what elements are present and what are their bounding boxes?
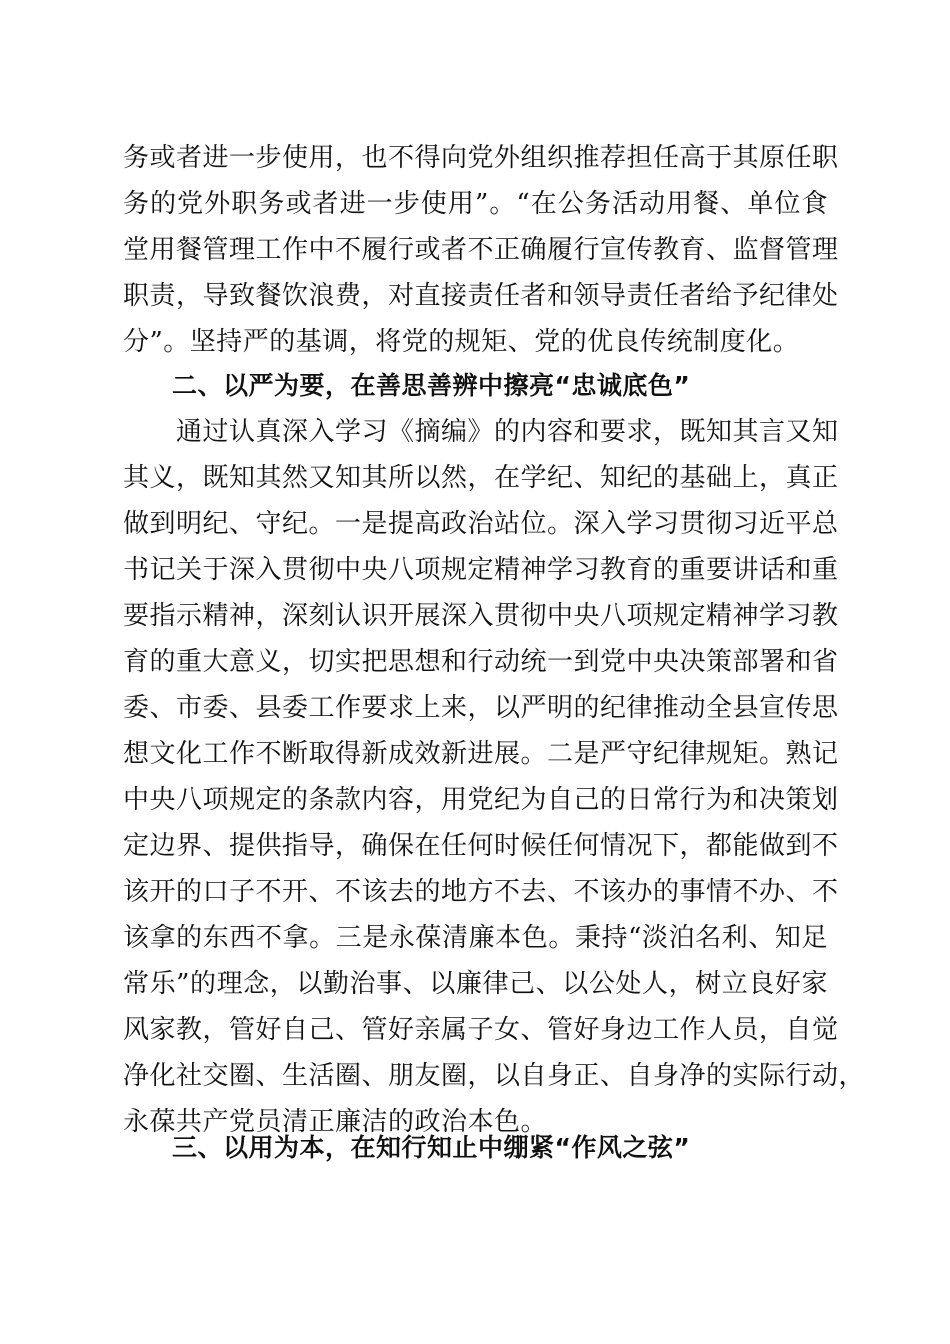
paragraph-section-2 — [123, 409, 866, 1145]
text-line: 该拿的东西不拿。三是永葆清廉本色。秉持“淡泊名利、知足 — [123, 923, 828, 953]
text-line: 育的重大意义，切实把思想和行动统一到党中央决策部署和省 — [123, 647, 839, 677]
text-line: 务或者进一步使用，也不得向党外组织推荐担任高于其原任职 — [123, 143, 839, 173]
text-line: 风家教，管好自己、管好亲属子女、管好身边工作人员，自觉 — [123, 1015, 839, 1045]
section-heading-3: 三、以用为本，在知行知止中绷紧“作风之弦” — [172, 1133, 691, 1162]
paragraph-continued — [123, 135, 839, 365]
text-line: 书记关于深入贯彻中央八项规定精神学习教育的重要讲话和重 — [123, 555, 839, 585]
text-line: 通过认真深入学习《摘编》的内容和要求，既知其言又知 — [123, 417, 839, 447]
text-line: 职责，导致餐饮浪费，对直接责任者和领导责任者给予纪律处 — [123, 281, 839, 311]
text-line: 常乐”的理念，以勤治事、以廉律己、以公处人，树立良好家 — [123, 969, 828, 999]
text-line: 要指示精神，深刻认识开展深入贯彻中央八项规定精神学习教 — [123, 601, 839, 631]
text-line: 净化社交圈、生活圈、朋友圈，以自身正、自身净的实际行动， — [123, 1061, 866, 1091]
text-line: 分”。坚持严的基调，将党的规矩、党的优良传统制度化。 — [123, 327, 800, 357]
text-line: 堂用餐管理工作中不履行或者不正确履行宣传教育、监督管理 — [123, 235, 839, 265]
text-line: 该开的口子不开、不该去的地方不去、不该办的事情不办、不 — [123, 877, 839, 907]
text-line: 做到明纪、守纪。一是提高政治站位。深入学习贯彻习近平总 — [123, 509, 839, 539]
section-heading-2: 二、以严为要，在善思善辨中擦亮“忠诚底色” — [172, 371, 691, 400]
text-line: 委、市委、县委工作要求上来，以严明的纪律推动全县宣传思 — [123, 693, 839, 723]
text-line: 定边界、提供指导，确保在任何时候任何情况下，都能做到不 — [123, 831, 839, 861]
text-line: 务的党外职务或者进一步使用”。“在公务活动用餐、单位食 — [123, 189, 828, 219]
text-line: 其义，既知其然又知其所以然，在学纪、知纪的基础上，真正 — [123, 463, 839, 493]
text-line: 永葆共产党员清正廉洁的政治本色。 — [123, 1107, 548, 1137]
text-line: 中央八项规定的条款内容，用党纪为自己的日常行为和决策划 — [123, 785, 839, 815]
text-line: 想文化工作不断取得新成效新进展。二是严守纪律规矩。熟记 — [123, 739, 839, 769]
